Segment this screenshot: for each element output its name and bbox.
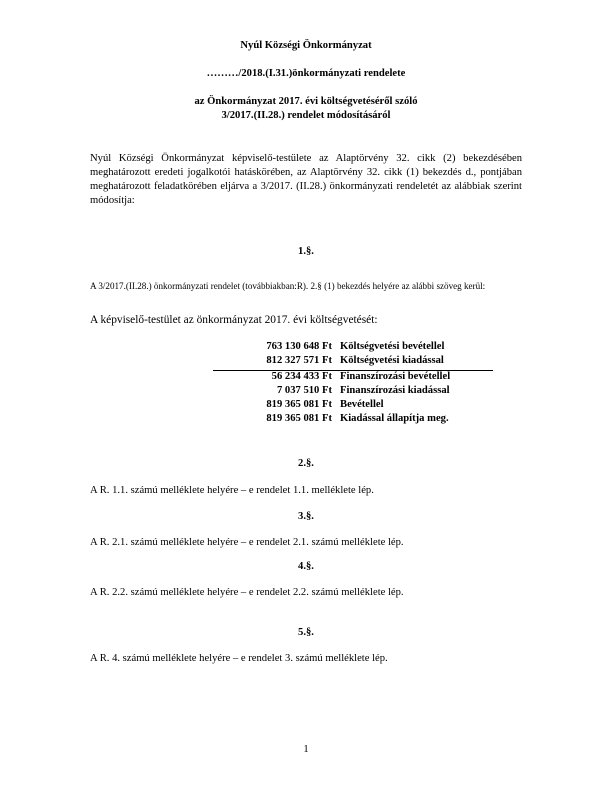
page-number: 1: [303, 744, 309, 755]
decree-number: ………/2018.(I.31.)önkormányzati rendelete: [206, 68, 406, 79]
amount-label: Kiadással állapítja meg.: [340, 413, 449, 424]
section-2-title: 2.§.: [298, 458, 314, 469]
section-4-text: A R. 2.2. számú melléklete helyére – e rendelet 2.2. számú melléklete lép.: [90, 587, 404, 598]
amount-row: [198, 399, 498, 413]
section-1-title: 1.§.: [298, 246, 314, 257]
amount-label: Finanszírozási bevétellel: [340, 371, 451, 382]
section-4-title: 4.§.: [298, 561, 314, 572]
amount-label: Finanszírozási kiadással: [340, 385, 450, 396]
amount-value: 56 234 433 Ft: [271, 371, 332, 382]
amount-label: Költségvetési kiadással: [340, 355, 444, 366]
section-3-title: 3.§.: [298, 511, 314, 522]
amount-value: 812 327 571 Ft: [266, 355, 332, 366]
amount-row: [198, 341, 498, 355]
amount-row: [198, 385, 498, 399]
section-3-text: A R. 2.1. számú melléklete helyére – e rendelet 2.1. számú melléklete lép.: [90, 537, 404, 548]
amount-row: [198, 413, 498, 427]
section-2-text: A R. 1.1. számú melléklete helyére – e rendelet 1.1. melléklete lép.: [90, 485, 374, 496]
budget-amounts: [198, 341, 498, 431]
section-5-text: A R. 4. számú melléklete helyére – e rendelet 3. számú melléklete lép.: [90, 653, 388, 664]
amount-label: Bevétellel: [340, 399, 384, 410]
section-5-title: 5.§.: [298, 627, 314, 638]
amount-row: [198, 371, 498, 385]
amount-label: Költségvetési bevétellel: [340, 341, 445, 352]
preamble: Nyúl Községi Önkormányzat képviselő-testülete az Alaptörvény 32. cikk (2) bekezdésében meghatározott eredeti jogalkotói hatáskörében, az Alaptörvény 32. cikk (1) bekezdés d., pontjában meghatározott feladatkörében eljárva a 3/2017. (II.28.) önkormányzati rendeletét az alábbiak szerint módosítja:: [90, 153, 522, 206]
section-1-lead: A képviselő-testület az önkormányzat 2017. évi költségvetését:: [90, 314, 378, 326]
amount-value: 7 037 510 Ft: [276, 385, 332, 396]
section-1-intro: A 3/2017.(II.28.) önkormányzati rendelet (továbbiakban:R). 2.§ (1) bekezdés helyére az alábbi szöveg kerül:: [90, 281, 486, 291]
subject-line-1: az Önkormányzat 2017. évi költségvetéséről szóló: [194, 96, 418, 107]
amount-value: 819 365 081 Ft: [266, 413, 332, 424]
amount-value: 763 130 648 Ft: [266, 341, 332, 352]
org-title: Nyúl Községi Önkormányzat: [240, 40, 372, 51]
amount-row: [198, 355, 498, 369]
subject-line-2: 3/2017.(II.28.) rendelet módosításáról: [221, 110, 391, 121]
amount-value: 819 365 081 Ft: [266, 399, 332, 410]
